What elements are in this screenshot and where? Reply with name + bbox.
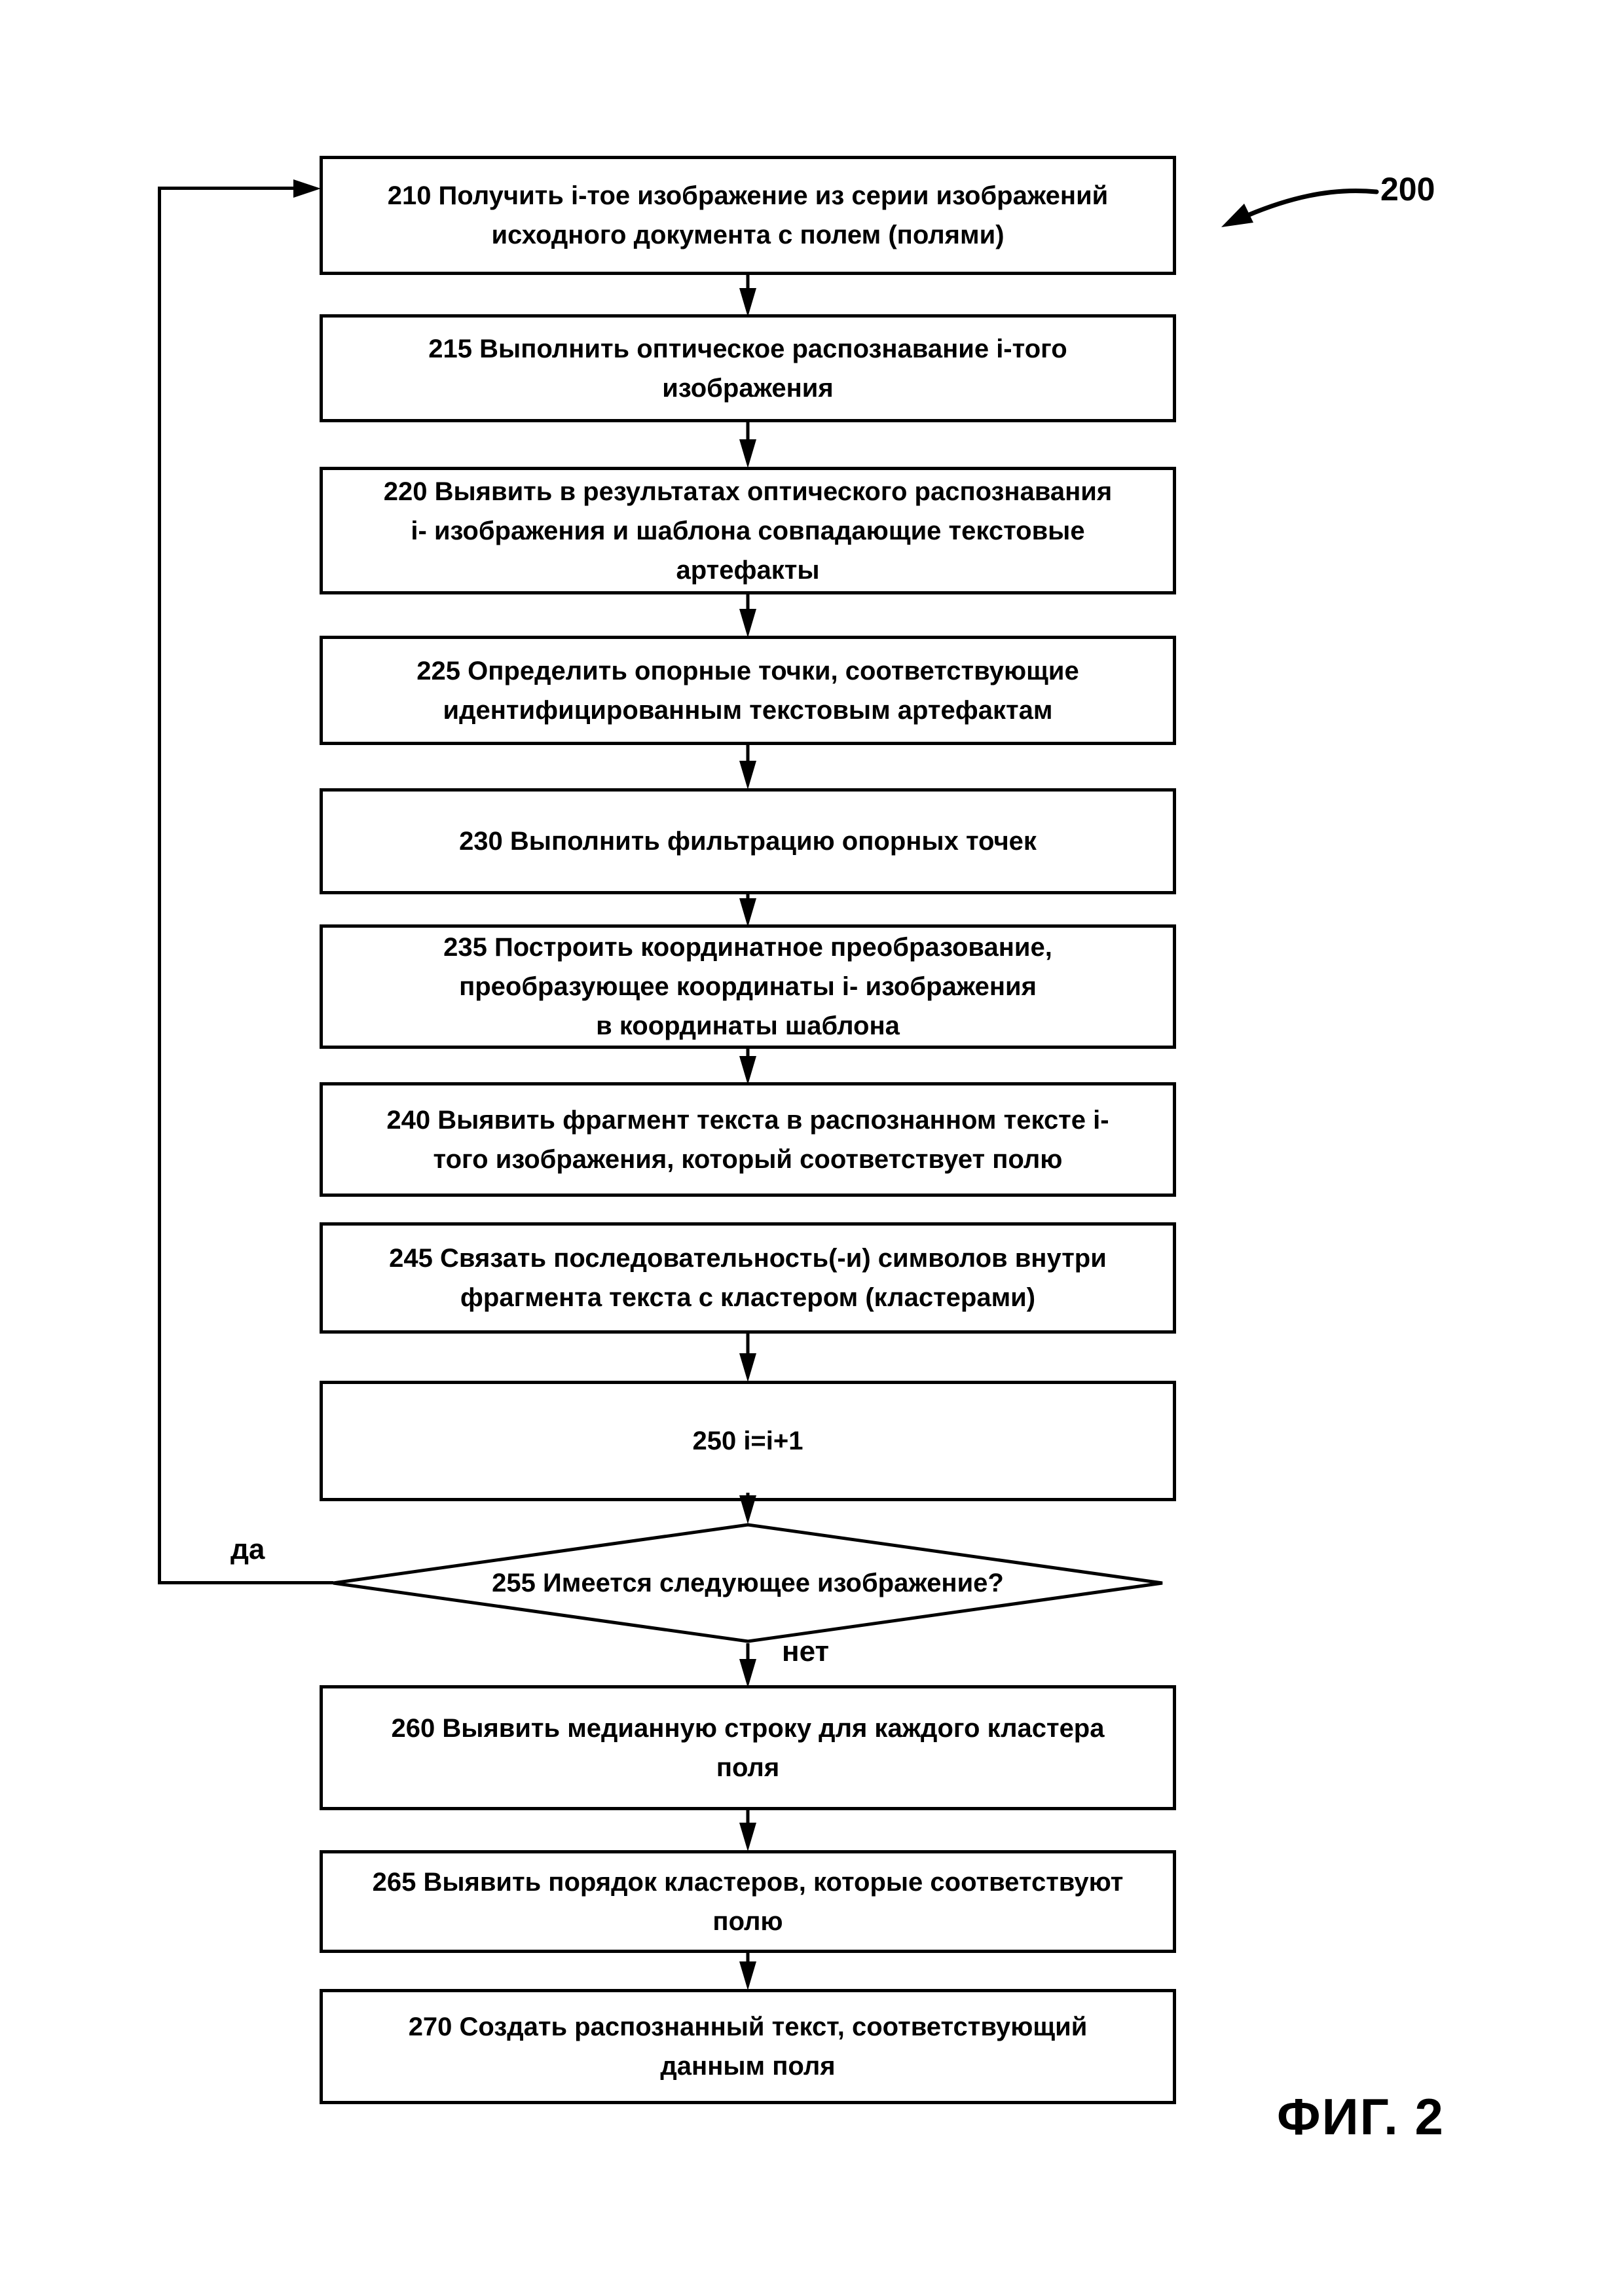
flowchart-decision-255 [330,1523,1166,1643]
step-225-label: 225 Определить опорные точки, соответствующие идентифицированным текстовым артефактам [416,656,1079,725]
step-240-label: 240 Выявить фрагмент текста в распознанном тексте i- того изображения, который соответствует полю [386,1105,1109,1174]
flowchart-step-265 [320,1850,1176,1953]
decision-255-label: 255 Имеется следующее изображение? [492,1569,1004,1597]
loop-line-vertical [158,187,161,1584]
arrow-260-265 [739,1810,756,1851]
figure-reference-arrow-icon [1179,167,1395,252]
step-235-label: 235 Построить координатное преобразование, преобразующее координаты i- изображения в координаты шаблона [443,933,1052,1040]
flowchart-step-225 [320,636,1176,745]
loop-arrowhead-icon [293,179,321,198]
arrow-250-255 [739,1493,756,1524]
flowchart-step-245 [320,1222,1176,1334]
arrow-245-250 [739,1334,756,1382]
flowchart-step-240 [320,1082,1176,1197]
arrow-225-230 [739,745,756,790]
flowchart-step-210 [320,156,1176,275]
arrow-230-235 [739,894,756,927]
step-260-label: 260 Выявить медианную строку для каждого кластера поля [391,1713,1105,1782]
arrow-255-260-no-branch [739,1643,756,1688]
flowchart-step-220 [320,467,1176,594]
flowchart-step-235 [320,924,1176,1049]
step-250-label: 250 i=i+1 [692,1427,803,1455]
flowchart-step-260 [320,1685,1176,1810]
step-245-label: 245 Связать последовательность(-и) символов внутри фрагмента текста с кластером (кластерами) [389,1244,1107,1312]
flowchart-step-250 [320,1381,1176,1501]
flowchart-step-230 [320,788,1176,894]
arrow-265-270 [739,1953,756,1990]
step-215-label: 215 Выполнить оптическое распознавание i-того изображения [428,334,1067,403]
decision-yes-label: да [231,1533,265,1565]
figure-caption: ФИГ. 2 [1277,2088,1445,2145]
flowchart-step-270 [320,1989,1176,2104]
arrow-210-215 [739,275,756,317]
arrow-220-225 [739,594,756,638]
arrow-215-220 [739,422,756,468]
loop-line-top [158,187,297,190]
step-210-label: 210 Получить i-тое изображение из серии изображений исходного документа с полем (полями) [387,181,1109,249]
step-265-label: 265 Выявить порядок кластеров, которые соответствуют полю [372,1867,1124,1936]
decision-no-label: нет [782,1635,830,1667]
flowchart-step-215 [320,314,1176,422]
step-270-label: 270 Создать распознанный текст, соответствующий данным поля [408,2013,1088,2081]
arrow-235-240 [739,1049,756,1085]
step-220-label: 220 Выявить в результатах оптического распознавания i- изображения и шаблона совпадающие текстовые артефакты [383,477,1113,585]
step-230-label: 230 Выполнить фильтрацию опорных точек [459,827,1037,856]
figure-reference-label: 200 [1380,171,1435,208]
loop-line-bottom [158,1581,333,1584]
